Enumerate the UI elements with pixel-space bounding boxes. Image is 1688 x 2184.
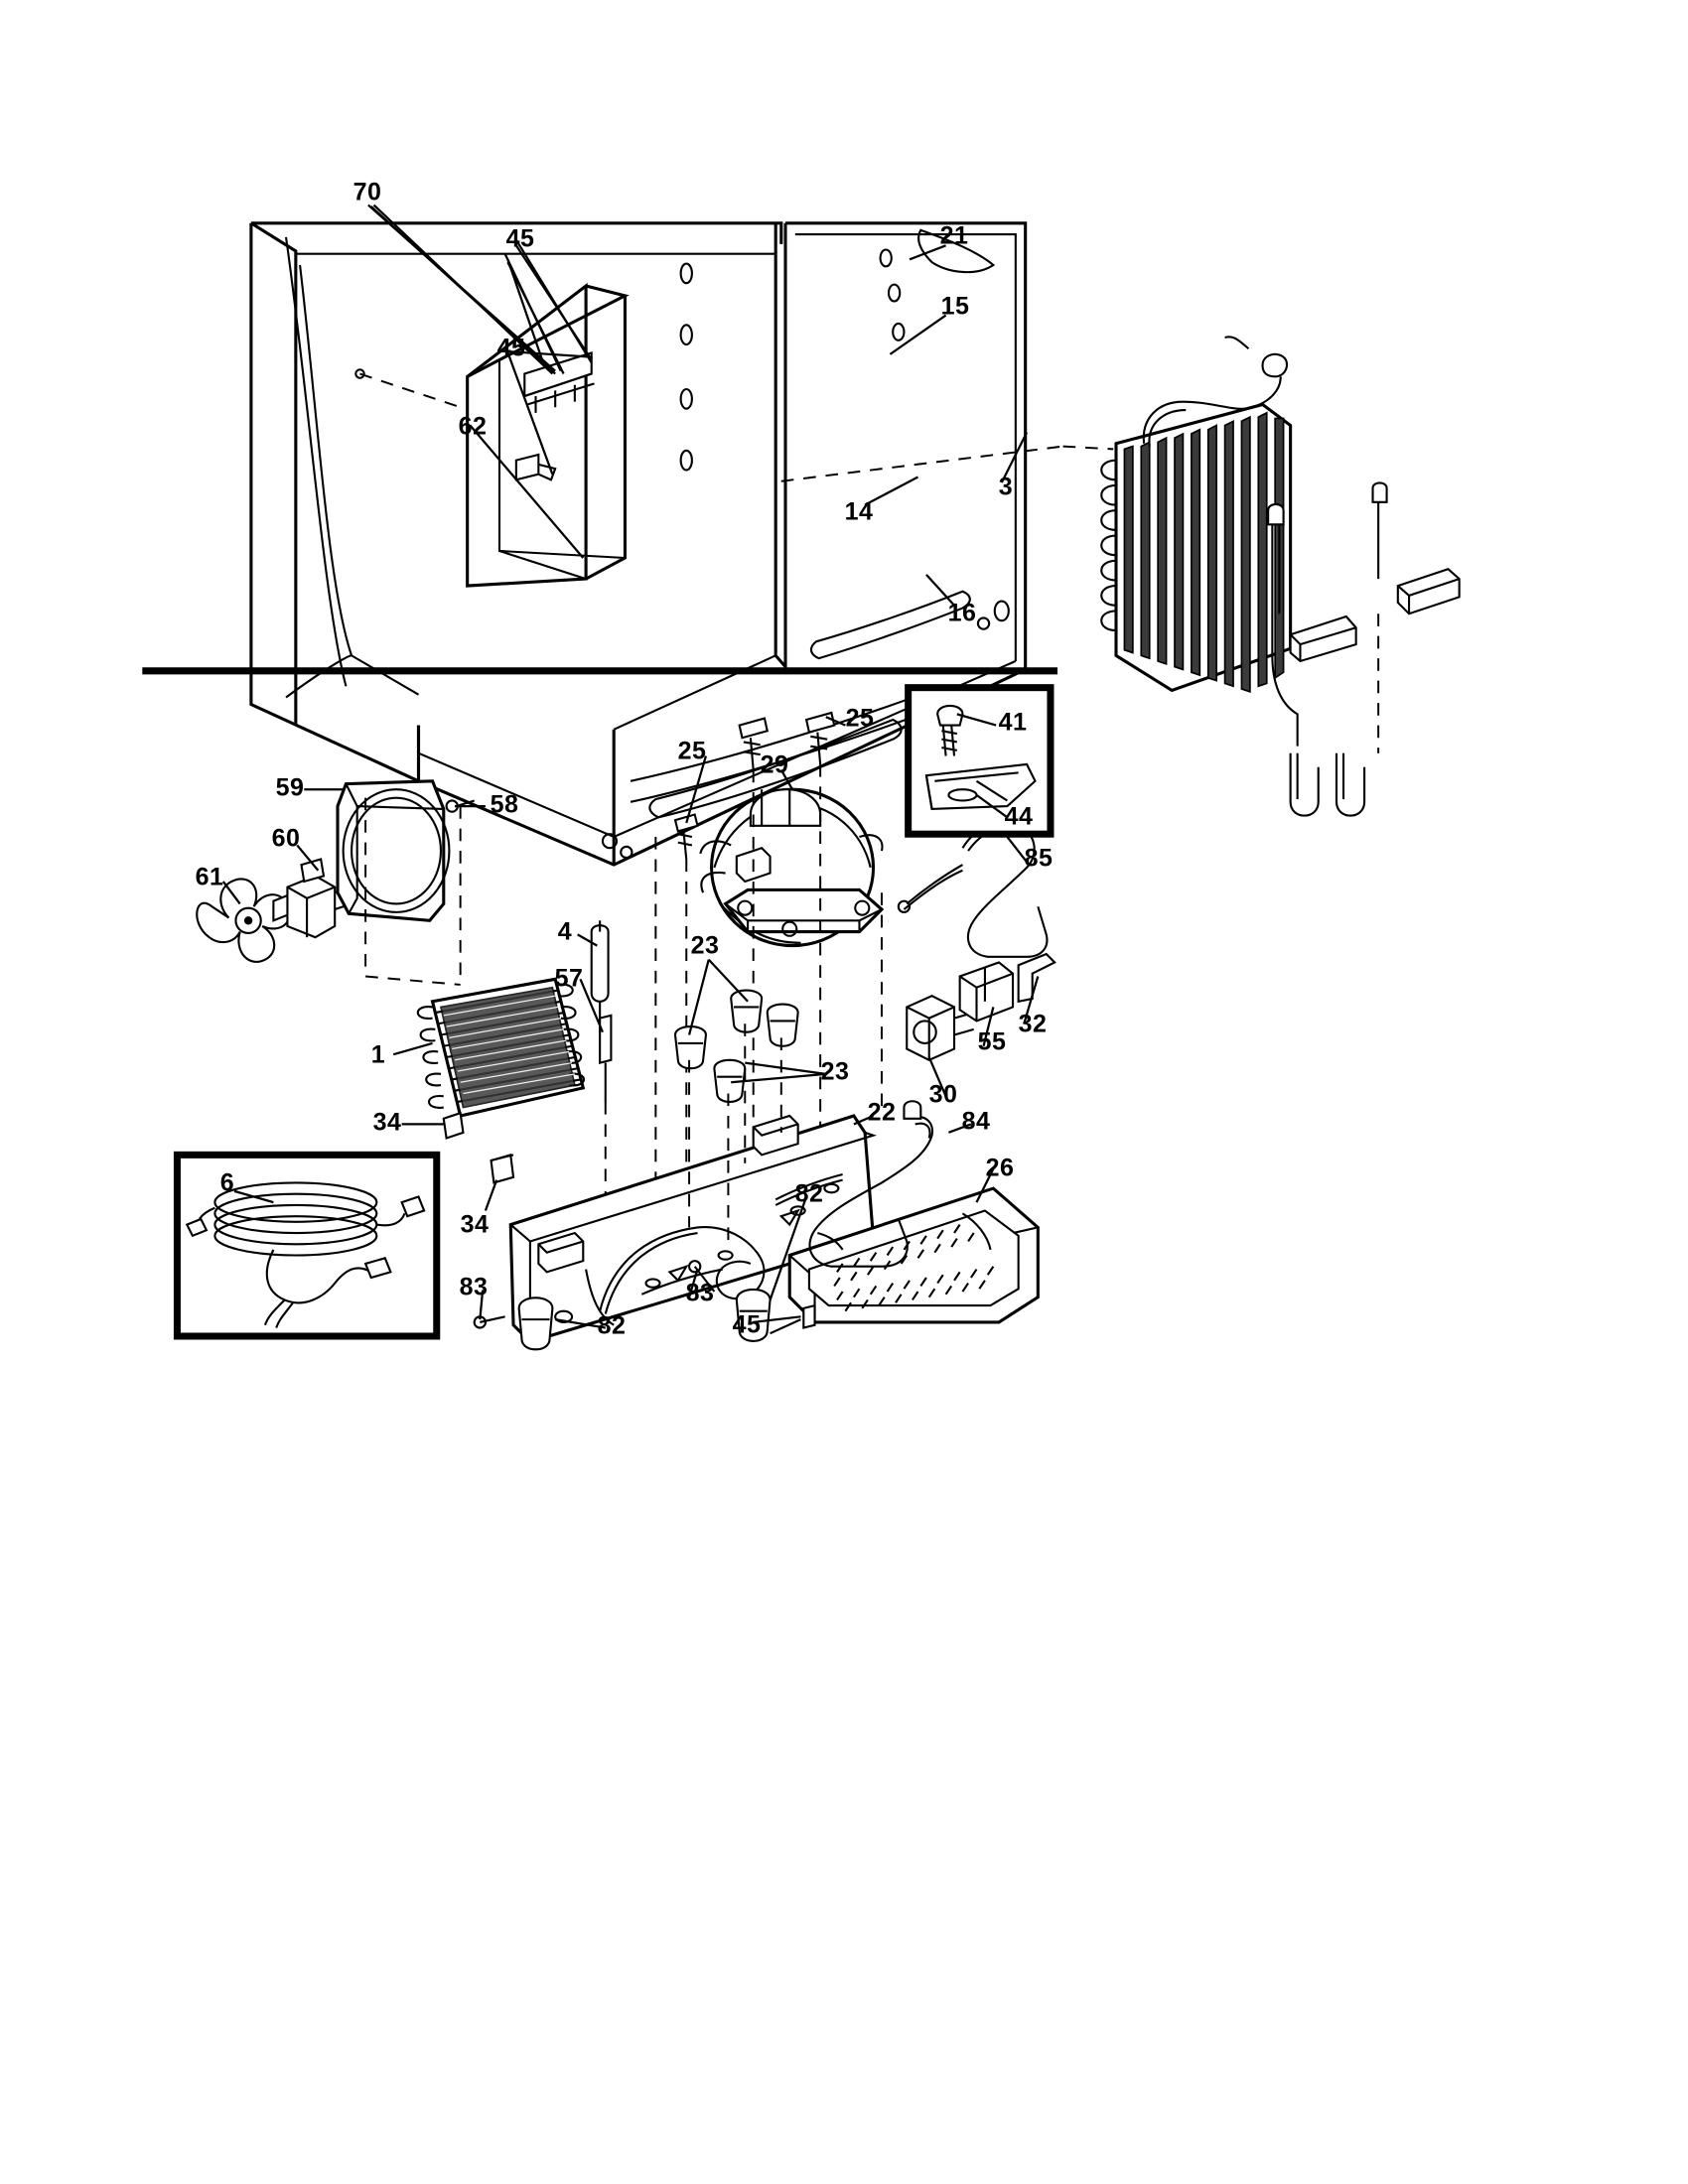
callout-44: 44 [1004, 802, 1034, 831]
callout-34-lower: 34 [460, 1210, 490, 1239]
callout-26: 26 [985, 1154, 1015, 1182]
callout-58: 58 [490, 790, 519, 819]
callout-55: 55 [977, 1027, 1007, 1056]
callout-6: 6 [219, 1168, 235, 1197]
evaporator-coil-assembly [1063, 337, 1460, 815]
callout-45-lower: 45 [496, 334, 526, 362]
callout-4: 4 [557, 917, 573, 946]
callout-70: 70 [352, 178, 382, 206]
callout-30: 30 [928, 1080, 958, 1109]
condenser-coil [418, 979, 584, 1182]
callout-29: 29 [760, 751, 789, 779]
callout-34-upper: 34 [372, 1108, 402, 1137]
callout-14: 14 [844, 497, 874, 526]
callout-84: 84 [961, 1107, 991, 1136]
callout-1: 1 [370, 1040, 386, 1069]
fan-shroud [338, 781, 475, 921]
callout-60: 60 [271, 824, 301, 853]
callout-25-left: 25 [677, 737, 707, 765]
callout-57: 57 [554, 964, 584, 993]
callout-59: 59 [275, 773, 305, 802]
callout-45-upper: 45 [505, 224, 535, 253]
wire-form-bracket [899, 823, 1048, 957]
callout-62: 62 [458, 412, 488, 441]
callout-15: 15 [940, 292, 970, 321]
inset-power-cord [177, 1155, 436, 1336]
callout-21: 21 [939, 221, 969, 250]
compressor [700, 789, 882, 945]
callout-61: 61 [195, 863, 224, 891]
callout-82-left: 82 [597, 1311, 627, 1340]
callout-45-base: 45 [732, 1310, 762, 1339]
callout-23-top: 23 [690, 931, 720, 960]
compressor-grommets [675, 991, 798, 1102]
callout-82-right: 82 [794, 1179, 824, 1208]
callout-83-right: 83 [685, 1279, 715, 1307]
callout-22: 22 [867, 1098, 897, 1127]
callout-23-bottom: 23 [820, 1057, 850, 1086]
callout-32: 32 [1018, 1010, 1048, 1038]
callout-16: 16 [947, 599, 977, 627]
callout-83-left: 83 [459, 1273, 489, 1301]
callout-85: 85 [1024, 844, 1054, 873]
callout-41: 41 [998, 708, 1028, 737]
callout-25-right: 25 [845, 704, 875, 733]
callout-3: 3 [998, 473, 1014, 501]
